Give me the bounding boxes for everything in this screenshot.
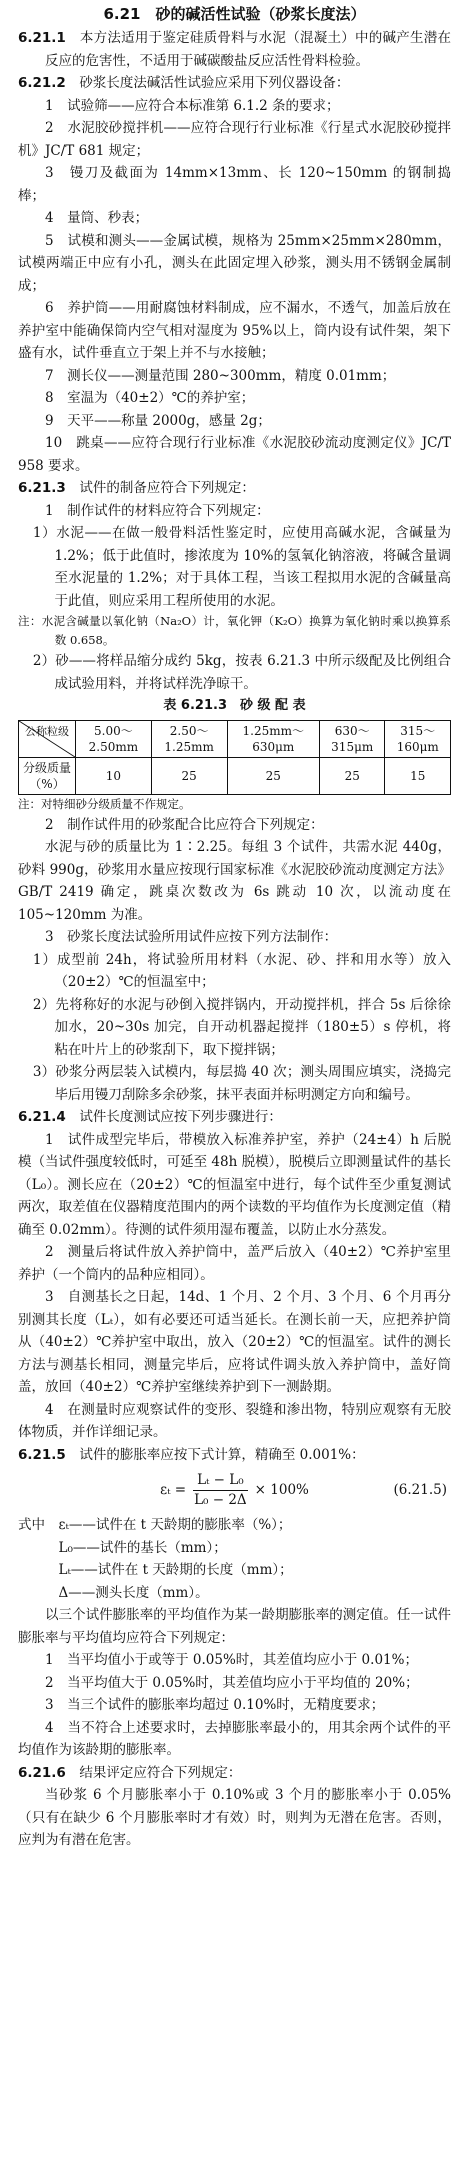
table-note: 注：对特细砂分级质量不作规定。 <box>18 796 191 811</box>
expansion-formula <box>18 1468 451 1512</box>
table-cell: 25 <box>227 757 319 794</box>
clause-6-21-4 <box>18 1106 451 1129</box>
clause-text: 试件的膨胀率应按下式计算，精确至 0.001%： <box>79 1446 365 1463</box>
table-caption: 表 6.21.3 砂 级 配 表 <box>163 698 306 713</box>
clause-number: 6.21.5 <box>18 1446 66 1463</box>
symbol-def: Δ——测头长度（mm）。 <box>58 1584 209 1601</box>
equipment-item: 8 室温为（40±2）℃的养护室； <box>45 390 255 406</box>
equipment-item: 5 试模和测头——金属试模，规格为 25mm×25mm×280mm，试模两端正中应有小孔，测头在此固定埋入砂浆，测头用不锈钢金属制成； <box>18 232 451 294</box>
equipment-item: 6 养护筒——用耐腐蚀材料制成，应不漏水，不透气，加盖后放在养护室中能确保筒内空气相对湿度为 95%以上，筒内设有试件架，架下盛有水，试件垂直立于架上并不与水接触； <box>18 300 451 361</box>
equipment-item: 7 测长仪——测量范围 280~300mm，精度 0.01mm； <box>45 367 396 384</box>
symbol-def: Lₜ——试件在 t 天龄期的长度（mm）； <box>58 1562 293 1578</box>
list-item: 4 在测量时应观察试件的变形、裂缝和渗出物，特别应观察有无胶体物质，并作详细记录。 <box>18 1401 451 1440</box>
equipment-item: 4 量筒、秒表； <box>45 210 149 226</box>
corner-label: 公称粒级 <box>25 724 69 738</box>
table-row <box>19 757 451 794</box>
where-label: 式中 <box>18 1517 45 1533</box>
sub-item-sand: 2）砂——将样品缩分成约 5kg，按表 6.21.3 中所示级配及比例组合成试验用料，并将试样洗净晾干。 <box>32 653 451 692</box>
list-item: 1 试件成型完毕后，带模放入标准养护室，养护（24±4）h 后脱模（当试件强度较低时，可延至 48h 脱模），脱模后立即测量试件的基长（L₀）。测长应在（20±2）℃的恒温室中进行，每个试件至少重复测试两次，取差值在仪器精度范围内的两个读数的平均值作为长度测定值（精确至 0.02mm）。待测的试件须用湿布覆盖，以防止水分蒸发。 <box>18 1131 451 1238</box>
clause-6-21-1 <box>18 27 451 72</box>
clause-6-21-3 <box>18 477 451 500</box>
table-corner-cell <box>19 720 76 757</box>
table-header-row <box>19 720 451 757</box>
table-cell: 15 <box>385 757 451 794</box>
note-alkali: 注：水泥含碱量以氧化钠（Na₂O）计，氧化钾（K₂O）换算为氧化钠时乘以换算系数 0.658。 <box>18 614 451 647</box>
clause-number: 6.21.4 <box>18 1109 66 1125</box>
table-header-cell: 2.50～ 1.25mm <box>151 720 227 757</box>
table-header-cell: 630～ 315μm <box>319 720 384 757</box>
list-item: 1 当平均值小于或等于 0.05%时，其差值均应小于 0.01%； <box>45 1652 418 1668</box>
clause-text: 砂浆长度法碱活性试验应采用下列仪器设备： <box>79 75 350 91</box>
list-item: 1 制作试件的材料应符合下列规定： <box>45 502 270 519</box>
sub-item: 2）先将称好的水泥与砂倒入搅拌锅内，开动搅拌机，拌合 5s 后徐徐加水，20~30s 加完，自开动机器起搅拌（180±5）s 停机，将粘在叶片上的砂浆刮下，取下搅拌锅； <box>32 996 451 1058</box>
mix-proportion-text: 水泥与砂的质量比为 1∶2.25。每组 3 个试件，共需水泥 440g，砂料 990g，砂浆用水量应按现行国家标准《水泥胶砂流动度测定方法》GB/T 2419 确定，跳桌次数改为 6s 跳动 10 次，以流动度在 105~120mm 为准。 <box>18 839 451 923</box>
sand-grading-table <box>18 720 451 795</box>
document-page <box>9 0 460 1852</box>
clause-6-21-5 <box>18 1444 451 1467</box>
paragraph: 当砂浆 6 个月膨胀率小于 0.10%或 3 个月的膨胀率小于 0.05%（只有在缺少 6 个月膨胀率时才有效）时，则判为无潜在危害。否则，应判为有潜在危害。 <box>18 1787 451 1848</box>
formula-denominator: L₀ − 2Δ <box>194 1491 247 1508</box>
section-title: 6.21 砂的碱活性试验（砂浆长度法） <box>103 5 366 23</box>
clause-number: 6.21.6 <box>18 1764 66 1781</box>
formula-numerator: Lₜ − L₀ <box>193 1471 248 1491</box>
sub-item: 3）砂浆分两层装入试模内，每层捣 40 次；测头周围应填实，浇捣完毕后用镘刀刮除多余砂浆，抹平表面并标明测定方向和编号。 <box>32 1064 451 1103</box>
clause-text: 结果评定应符合下列规定： <box>79 1764 242 1781</box>
clause-6-21-2 <box>18 72 451 95</box>
equipment-item: 2 水泥胶砂搅拌机——应符合现行行业标准《行星式水泥胶砂搅拌机》JC/T 681 规定； <box>18 120 451 159</box>
formula-number: (6.21.5) <box>393 1481 447 1498</box>
sub-item-cement: 1）水泥——在做一般骨料活性鉴定时，应使用高碱水泥，含碱量为 1.2%；低于此值时，掺浓度为 10%的氢氧化钠溶液，将碱含量调至水泥量的 1.2%；对于具体工程，当该工程拟用水泥的含碱量高于此值，则应采用工程所使用的水泥。 <box>32 525 451 609</box>
list-item: 2 制作试件用的砂浆配合比应符合下列规定： <box>45 816 324 833</box>
clause-text: 本方法适用于鉴定硅质骨料与水泥（混凝土）中的碱产生潜在反应的危害性，不适用于碱碳酸盐反应活性骨料检验。 <box>45 30 452 69</box>
table-header-cell: 5.00～ 2.50mm <box>76 720 152 757</box>
sub-item: 1）成型前 24h，将试验所用材料（水泥、砂、拌和用水等）放入（20±2）℃的恒温室中； <box>32 951 451 990</box>
symbol-def: εₜ——试件在 t 天龄期的膨胀率（%）； <box>58 1517 292 1533</box>
list-item: 3 自测基长之日起，14d、1 个月、2 个月、3 个月、6 个月再分别测其长度（Lₜ），如有必要还可适当延长。在测长前一天，应把养护筒从（40±2）℃养护室中取出，放入（20±2）℃的恒温室。试件的测长方法与测基长相同，测量完毕后，应将试件调头放入养护筒中，盖好筒盖，放回（40±2）℃养护室继续养护到下一测龄期。 <box>18 1289 451 1395</box>
equipment-item: 9 天平——称量 2000g，感量 2g； <box>45 412 271 429</box>
table-cell: 25 <box>151 757 227 794</box>
equipment-item: 1 试验筛——应符合本标准第 6.1.2 条的要求； <box>45 97 340 114</box>
clause-number: 6.21.3 <box>18 480 66 496</box>
clause-text: 试件长度测试应按下列步骤进行： <box>79 1109 282 1125</box>
list-item: 4 当不符合上述要求时，去掉膨胀率最小的，用其余两个试件的平均值作为该龄期的膨胀率。 <box>18 1719 451 1758</box>
list-item: 3 砂浆长度法试验所用试件应按下列方法制作： <box>45 929 338 945</box>
table-row-label: 分级质量（%） <box>19 757 76 794</box>
table-cell: 10 <box>76 757 152 794</box>
table-header-cell: 1.25mm～ 630μm <box>227 720 319 757</box>
list-item: 2 测量后将试件放入养护筒中，盖严后放入（40±2）℃养护室里养护（一个筒内的品种应相同）。 <box>18 1244 451 1283</box>
equipment-item: 10 跳桌——应符合现行行业标准《水泥胶砂流动度测定仪》JC/T 958 要求。 <box>18 435 451 474</box>
clause-number: 6.21.2 <box>18 75 66 91</box>
list-item: 2 当平均值大于 0.05%时，其差值均应小于平均值的 20%； <box>45 1674 419 1691</box>
formula-fraction <box>190 1471 251 1510</box>
list-item: 3 当三个试件的膨胀率均超过 0.10%时，无精度要求； <box>45 1697 385 1713</box>
equipment-item: 3 镘刀及截面为 14mm×13mm、长 120~150mm 的钢制捣棒； <box>18 165 451 204</box>
formula-rhs: × 100% <box>254 1481 309 1498</box>
formula-lhs: εₜ = <box>160 1481 187 1498</box>
paragraph: 以三个试件膨胀率的平均值作为某一龄期膨胀率的测定值。任一试件膨胀率与平均值均应符合下列规定： <box>18 1607 451 1646</box>
symbol-definitions <box>18 1514 451 1604</box>
symbol-list <box>59 1514 293 1604</box>
clause-6-21-6 <box>18 1762 451 1785</box>
clause-number: 6.21.1 <box>18 30 66 46</box>
clause-text: 试件的制备应符合下列规定： <box>79 480 255 496</box>
table-cell: 25 <box>319 757 384 794</box>
symbol-def: L₀——试件的基长（mm）； <box>58 1539 227 1556</box>
table-header-cell: 315～ 160μm <box>385 720 451 757</box>
